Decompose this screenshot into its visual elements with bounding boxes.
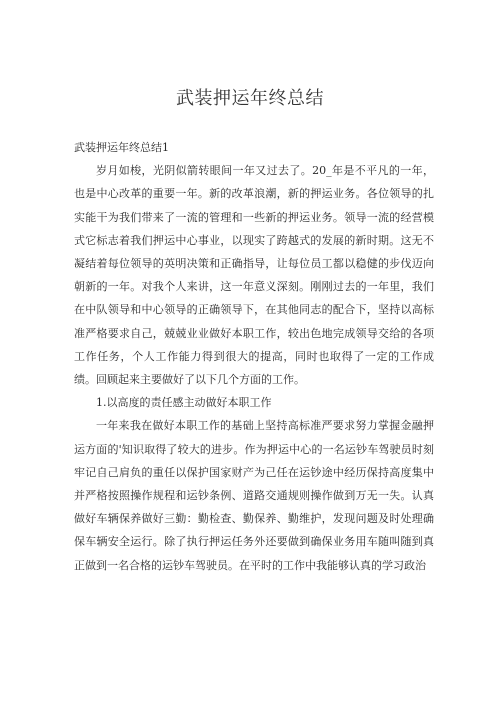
section-heading: 1.以高度的责任感主动做好本职工作 [96,396,272,410]
document-subtitle: 武装押运年终总结1 [74,141,169,154]
paragraph-duties: 一年来我在做好本职工作的基础上坚持高标准严要求努力掌握金融押运方面的'知识取得了较大的进步。作为押运中心的一名运钞车驾驶员时刻牢记自己肩负的重任以保护国家财产为己任在运钞途中经历保持高度集中并严格按照操作规程和运钞条例、道路交通规则操作做到万无一失。认真做好车辆保养做好三勤：勤检查、勤保养、勤维护，发现问题及时处理确保车辆安全运行。除了执行押运任务外还要做到确保业务用车随叫随到真正做到一名合格的运钞车驾驶员。在平时的工作中我能够认真的学习政治 [74,419,434,572]
document-title: 武装押运年终总结 [176,88,324,109]
document-body [74,136,434,577]
paragraph-intro: 岁月如梭，光阴似箭转眼间一年又过去了。20_年是不平凡的一年，也是中心改革的重要一年。新的改革浪潮，新的押运业务。各位领导的扎实能干为我们带来了一流的管理和一些新的押运业务。领导一流的经营模式它标志着我们押运中心事业，以现实了跨越式的发展的新时期。这无不凝结着每位领导的英明决策和正确指导，让每位员工都以稳健的步伐迈向朝新的一年。对我个人来讲，这一年意义深刻。刚刚过去的一年里，我们在中队领导和中心领导的正确领导下，在其他同志的配合下，坚持以高标准严格要求自己，兢兢业业做好本职工作，较出色地完成领导交给的各项工作任务，个人工作能力得到很大的提高，同时也取得了一定的工作成绩。回顾起来主要做好了以下几个方面的工作。 [74,164,434,387]
